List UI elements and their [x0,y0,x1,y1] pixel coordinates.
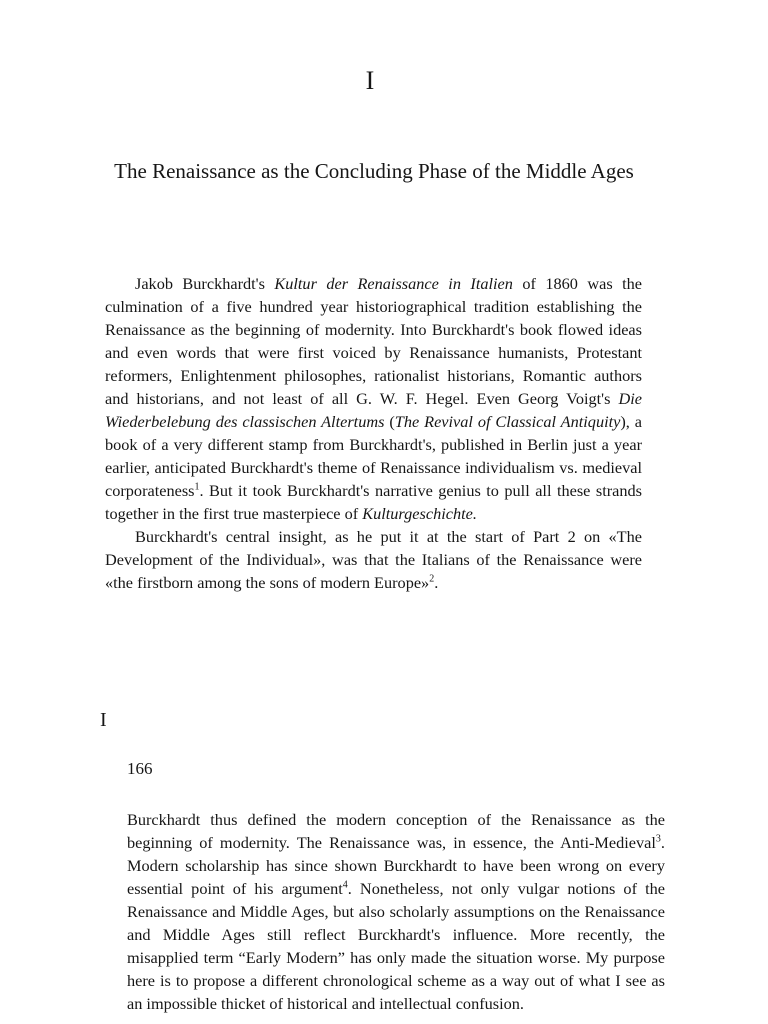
paragraph-3 [127,808,665,1015]
chapter-numeral: I [365,66,375,95]
page-b-body [127,808,665,1015]
text: . Nonetheless, not only vulgar notions of the Renaissance and Middle Ages, but also scholarly assumptions on the Renaissance and Middle Ages still reflect Burckhardt's influence. More recently, the misapplied term “Early Modern” has only made the situation worse. My purpose here is to propose a different chronological scheme as a way out of what I see as an impossible thicket of historical and intellectual confusion. [127,879,666,1013]
paragraph-2 [105,525,642,594]
book-title-italic: Kultur der Renaissance in Italien [274,274,513,293]
page-number: 166 [127,759,153,778]
footnote-ref: 4 [342,879,348,891]
footnote-ref: 3 [655,833,661,845]
text: . [434,573,439,592]
text: . But it took Burckhardt's narrative genius to pull all these strands together in the first true masterpiece of [105,481,642,523]
text: Burckhardt's central insight, as he put it at the start of Part 2 on «The Development of the Individual», was that the Italians of the Renaissance were «the firstborn among the sons of modern Europe» [105,527,642,592]
text: of 1860 was the culmination of a five hundred year historiographical tradition establishing the Renaissance as the beginning of modernity. Into Burckhardt's book flowed ideas and even words that were first voiced by Renaissance humanists, Protestant reformers, Enlightenment philosophes, rationalist historians, Romantic authors and historians, and not least of all G. W. F. Hegel. Even Georg Voigt's [105,274,642,408]
term-italic: Kulturgeschichte. [362,504,477,523]
chapter-title: The Renaissance as the Concluding Phase of the Middle Ages [114,159,634,183]
footnote-ref: 2 [429,573,435,585]
margin-mark: I [100,709,107,731]
page-a-body [105,272,642,594]
book-title-italic: Die Wiederbelebung des classischen Altertums [105,389,642,431]
footnote-ref: 1 [194,481,200,493]
text: Burckhardt thus defined the modern conception of the Renaissance as the beginning of modernity. The Renaissance was, in essence, the Anti-Medieval [127,810,665,852]
text: ), a book of a very different stamp from Burckhardt's, published in Berlin just a year earlier, anticipated Burckhardt's theme of Renaissance individualism vs. medieval corporateness [105,412,642,500]
text: Jakob Burckhardt's [135,274,275,293]
paragraph-1 [105,272,642,525]
text: . Modern scholarship has since shown Burckhardt to have been wrong on every essential point of his argument [127,833,665,898]
book-title-italic: The Revival of Classical Antiquity [394,412,621,431]
text: ( [384,412,395,431]
